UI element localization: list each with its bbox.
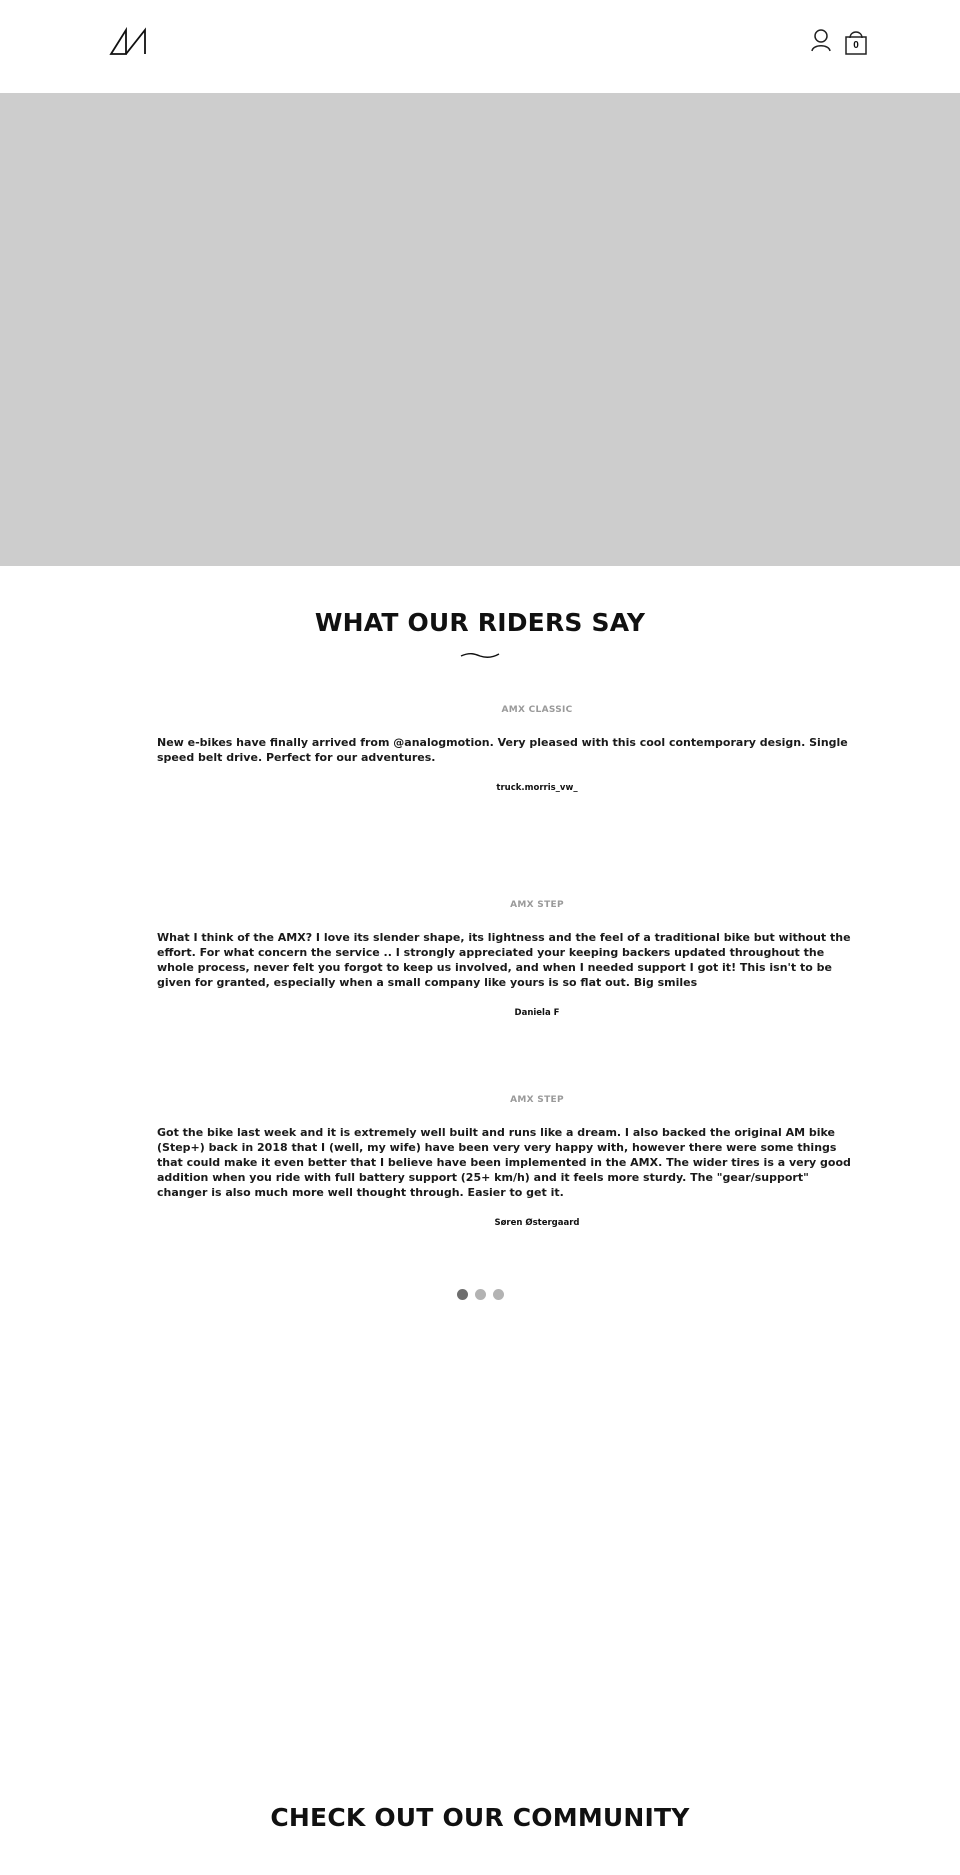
cart-count-badge: 0 xyxy=(853,40,859,51)
testimonial-card xyxy=(157,900,857,1018)
testimonial-author: Daniela F xyxy=(514,1008,560,1018)
carousel-dot-3[interactable] xyxy=(493,1289,504,1300)
testimonials-title: WHAT OUR RIDERS SAY xyxy=(314,608,646,637)
squiggle-divider-icon xyxy=(460,650,500,662)
testimonial-author: truck.morris_vw_ xyxy=(496,783,578,793)
testimonial-product: AMX STEP xyxy=(510,1095,564,1105)
user-icon[interactable] xyxy=(810,28,832,52)
testimonial-text: New e-bikes have finally arrived from @analogmotion. Very pleased with this cool contemporary design. Single speed belt drive. Perfect for our adventures. xyxy=(157,736,848,764)
header-actions xyxy=(810,28,868,56)
testimonial-product: AMX STEP xyxy=(510,900,564,910)
testimonial-card xyxy=(157,705,857,793)
am-logo-icon[interactable] xyxy=(109,26,149,56)
testimonial-text: Got the bike last week and it is extremely well built and runs like a dream. I also backed the original AM bike (Step+) back in 2018 that I (well, my wife) have been very very happy with, however there were some things that could make it even better that I believe have been implemented in the AMX. The wider tires is a very good addition when you ride with full battery support (25+ km/h) and it feels more sturdy. The "gear/support" changer is also much more well thought through. Easier to get it. xyxy=(157,1126,851,1199)
testimonial-product: AMX CLASSIC xyxy=(501,705,573,715)
testimonial-text: What I think of the AMX? I love its slender shape, its lightness and the feel of a traditional bike but without the effort. For what concern the service .. I strongly appreciated your keeping backers updated throughout the whole process, never felt you forgot to keep us involved, and when I needed support I got it! This isn't to be given for granted, especially when a small company like yours is so flat out. Big smiles xyxy=(157,931,851,989)
shopping-bag-icon[interactable] xyxy=(844,28,868,56)
carousel-dot-2[interactable] xyxy=(475,1289,486,1300)
hero-banner xyxy=(0,93,960,566)
testimonial-author: Søren Østergaard xyxy=(494,1218,580,1228)
testimonial-card xyxy=(157,1095,857,1228)
carousel-dot-1[interactable] xyxy=(457,1289,468,1300)
community-title: CHECK OUT OUR COMMUNITY xyxy=(270,1803,690,1832)
site-header xyxy=(0,0,960,93)
carousel-pagination xyxy=(0,1289,960,1300)
